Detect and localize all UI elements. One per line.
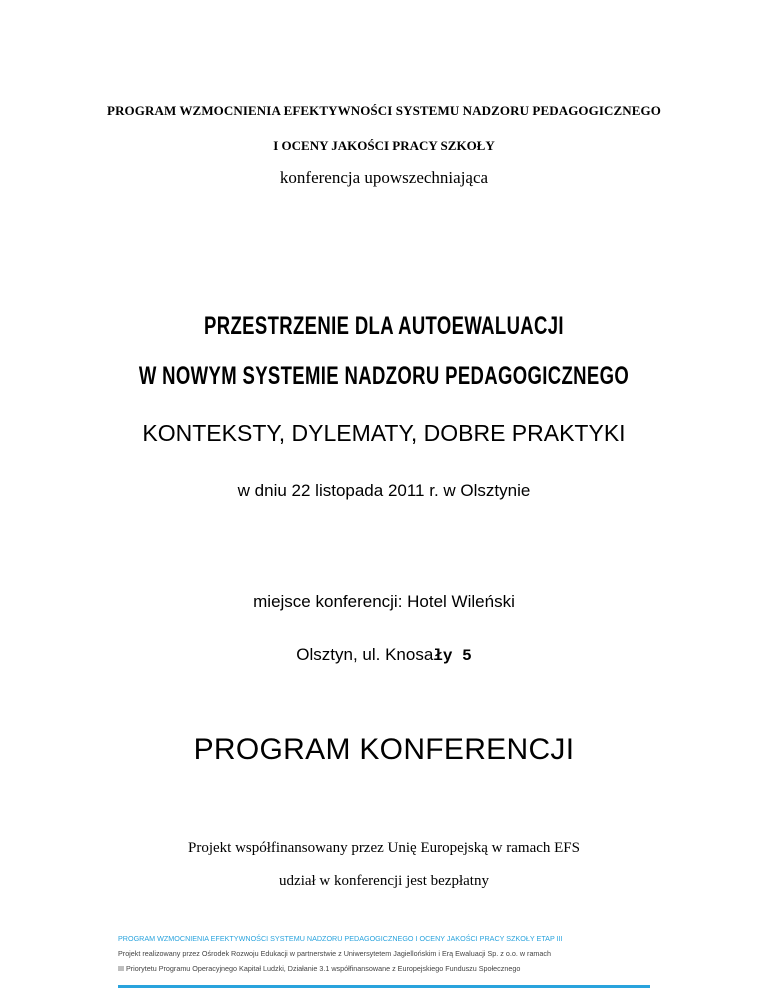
program-name-line2: I OCENY JAKOŚCI PRACY SZKOŁY: [273, 138, 495, 153]
address-street-suffix: ły 5: [433, 647, 472, 665]
footer-funding: III Priorytetu Programu Operacyjnego Kapitał Ludzki, Działanie 3.1 współfinansowane z Europejskiego Funduszu Społecznego: [118, 964, 521, 973]
program-heading: PROGRAM KONFERENCJI: [193, 733, 575, 766]
conference-subtitle: KONTEKSTY, DYLEMATY, DOBRE PRAKTYKI: [142, 420, 626, 446]
address-city-street: Olsztyn, ul. Knosa: [296, 645, 434, 664]
conference-address: [0, 645, 768, 665]
conference-date: w dniu 22 listopada 2011 r. w Olsztynie: [237, 481, 531, 500]
footer-partners: Projekt realizowany przez Ośrodek Rozwoju Edukacji w partnerstwie z Uniwersytetem Jagiellońskim i Erą Ewaluacji Sp. z o.o. w ramach: [118, 949, 552, 958]
conference-title-line1: PRZESTRZENIE DLA AUTOEWALUACJI: [204, 312, 564, 340]
conference-venue: miejsce konferencji: Hotel Wileński: [253, 592, 515, 611]
free-participation-note: udział w konferencji jest bezpłatny: [279, 873, 489, 889]
footer-divider: [118, 985, 650, 988]
conference-title-line2: W NOWYM SYSTEMIE NADZORU PEDAGOGICZNEGO: [138, 362, 630, 390]
footer-program-title: PROGRAM WZMOCNIENIA EFEKTYWNOŚCI SYSTEMU NADZORU PEDAGOGICZNEGO I OCENY JAKOŚCI PRACY SZKOŁY ETAP III: [118, 934, 563, 943]
conference-type: konferencja upowszechniająca: [279, 168, 489, 187]
cofinancing-note: Projekt współfinansowany przez Unię Europejską w ramach EFS: [188, 840, 580, 856]
program-name-line1: PROGRAM WZMOCNIENIA EFEKTYWNOŚCI SYSTEMU NADZORU PEDAGOGICZNEGO: [107, 103, 661, 118]
